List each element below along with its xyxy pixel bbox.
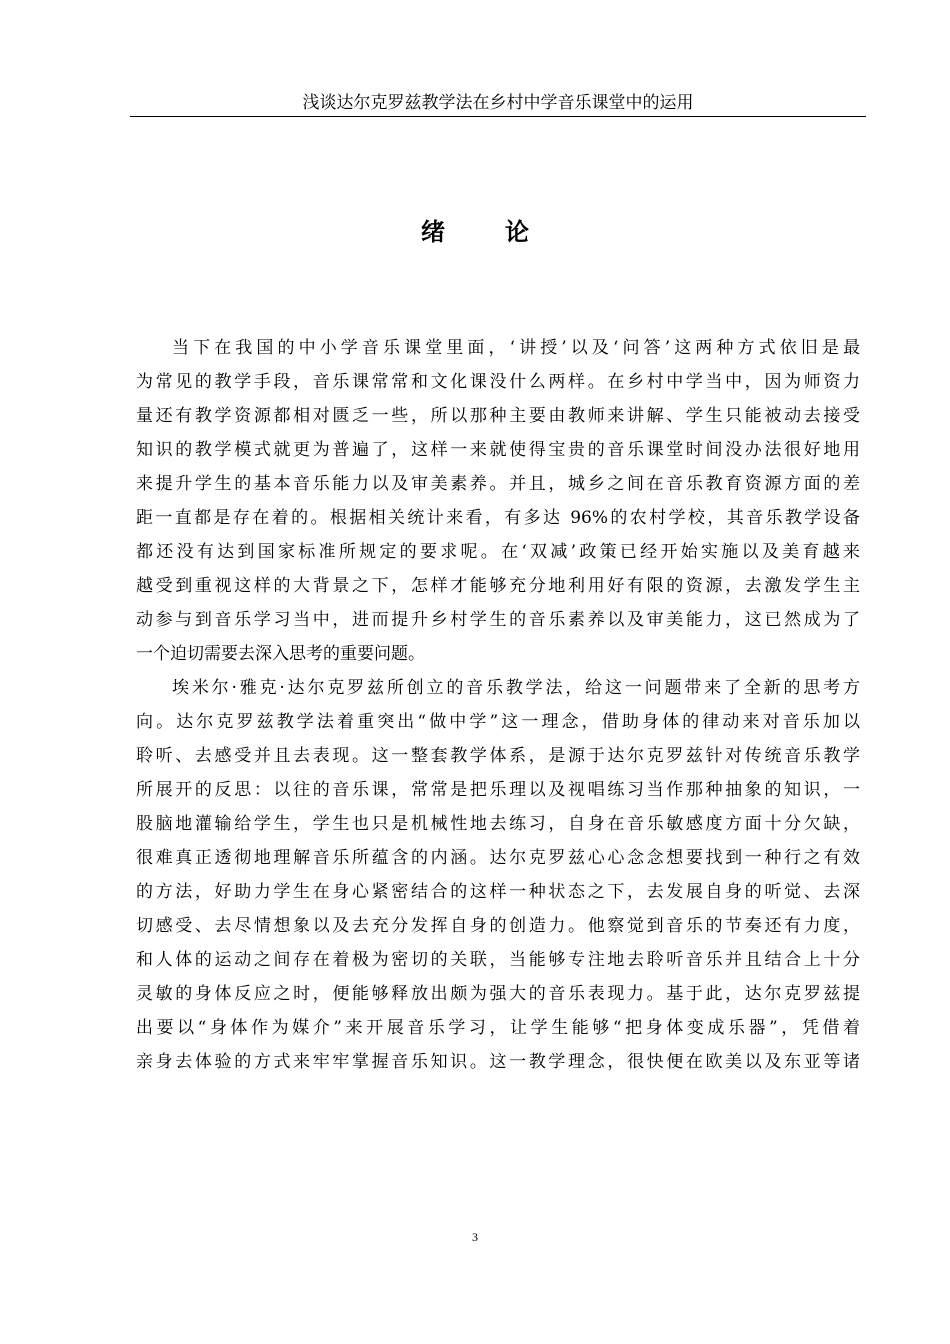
text-line: 动参与到音乐学习当中，进而提升乡村学生的音乐素养以及审美能力，这已然成为了 (136, 610, 860, 630)
paragraph-1 (136, 331, 860, 671)
text-line: 和人体的运动之间存在着极为密切的关联，当能够专注地去聆听音乐并且结合上十分 (136, 950, 860, 970)
text-line: 灵敏的身体反应之时，便能够释放出颇为强大的音乐表现力。基于此，达尔克罗兹提 (136, 984, 860, 1004)
chapter-title-char-2: 论 (505, 218, 529, 246)
text-line: 亲身去体验的方式来牢牢掌握音乐知识。这一教学理念，很快便在欧美以及东亚等诸 (136, 1052, 860, 1072)
text-line: 一个迫切需要去深入思考的重要问题。 (136, 644, 425, 664)
running-header-title: 浅谈达尔克罗兹教学法在乡村中学音乐课堂中的运用 (302, 93, 694, 113)
text-line: 当下在我国的中小学音乐课堂里面，‘讲授’以及‘问答’这两种方式依旧是最 (172, 338, 860, 358)
text-line: 所展开的反思：以往的音乐课，常常是把乐理以及视唱练习当作那种抽象的知识，一 (136, 780, 860, 800)
text-line: 埃米尔·雅克·达尔克罗兹所创立的音乐教学法，给这一问题带来了全新的思考方 (172, 678, 860, 698)
chapter-title-char-1: 绪 (421, 218, 445, 246)
text-line: 量还有教学资源都相对匮乏一些，所以那种主要由教师来讲解、学生只能被动去接受 (136, 406, 860, 426)
page-number: 3 (472, 1230, 478, 1244)
text-line: 股脑地灌输给学生，学生也只是机械性地去练习，自身在音乐敏感度方面十分欠缺， (136, 814, 860, 834)
header-divider (130, 116, 866, 117)
paragraph-2 (136, 671, 860, 1079)
text-line: 越受到重视这样的大背景之下，怎样才能够充分地利用好有限的资源，去激发学生主 (136, 576, 860, 596)
text-line: 知识的教学模式就更为普遍了，这样一来就使得宝贵的音乐课堂时间没办法很好地用 (136, 440, 860, 460)
text-line: 向。达尔克罗兹教学法着重突出“做中学”这一理念，借助身体的律动来对音乐加以 (136, 712, 860, 732)
chapter-title (0, 216, 950, 248)
text-line: 聆听、去感受并且去表现。这一整套教学体系，是源于达尔克罗兹针对传统音乐教学 (136, 746, 860, 766)
text-line: 距一直都是存在着的。根据相关统计来看，有多达 96%的农村学校，其音乐教学设备 (136, 508, 860, 528)
body-text (136, 331, 860, 1079)
text-line: 很难真正透彻地理解音乐所蕴含的内涵。达尔克罗兹心心念念想要找到一种行之有效 (136, 848, 860, 868)
text-line: 出要以“身体作为媒介”来开展音乐学习，让学生能够“把身体变成乐器”，凭借着 (136, 1018, 860, 1038)
text-line: 来提升学生的基本音乐能力以及审美素养。并且，城乡之间在音乐教育资源方面的差 (136, 474, 860, 494)
text-line: 的方法，好助力学生在身心紧密结合的这样一种状态之下，去发展自身的听觉、去深 (136, 882, 860, 902)
text-line: 都还没有达到国家标准所规定的要求呢。在‘双减’政策已经开始实施以及美育越来 (136, 542, 860, 562)
text-line: 为常见的教学手段，音乐课常常和文化课没什么两样。在乡村中学当中，因为师资力 (136, 372, 860, 392)
text-line: 切感受、去尽情想象以及去充分发挥自身的创造力。他察觉到音乐的节奏还有力度， (136, 916, 860, 936)
